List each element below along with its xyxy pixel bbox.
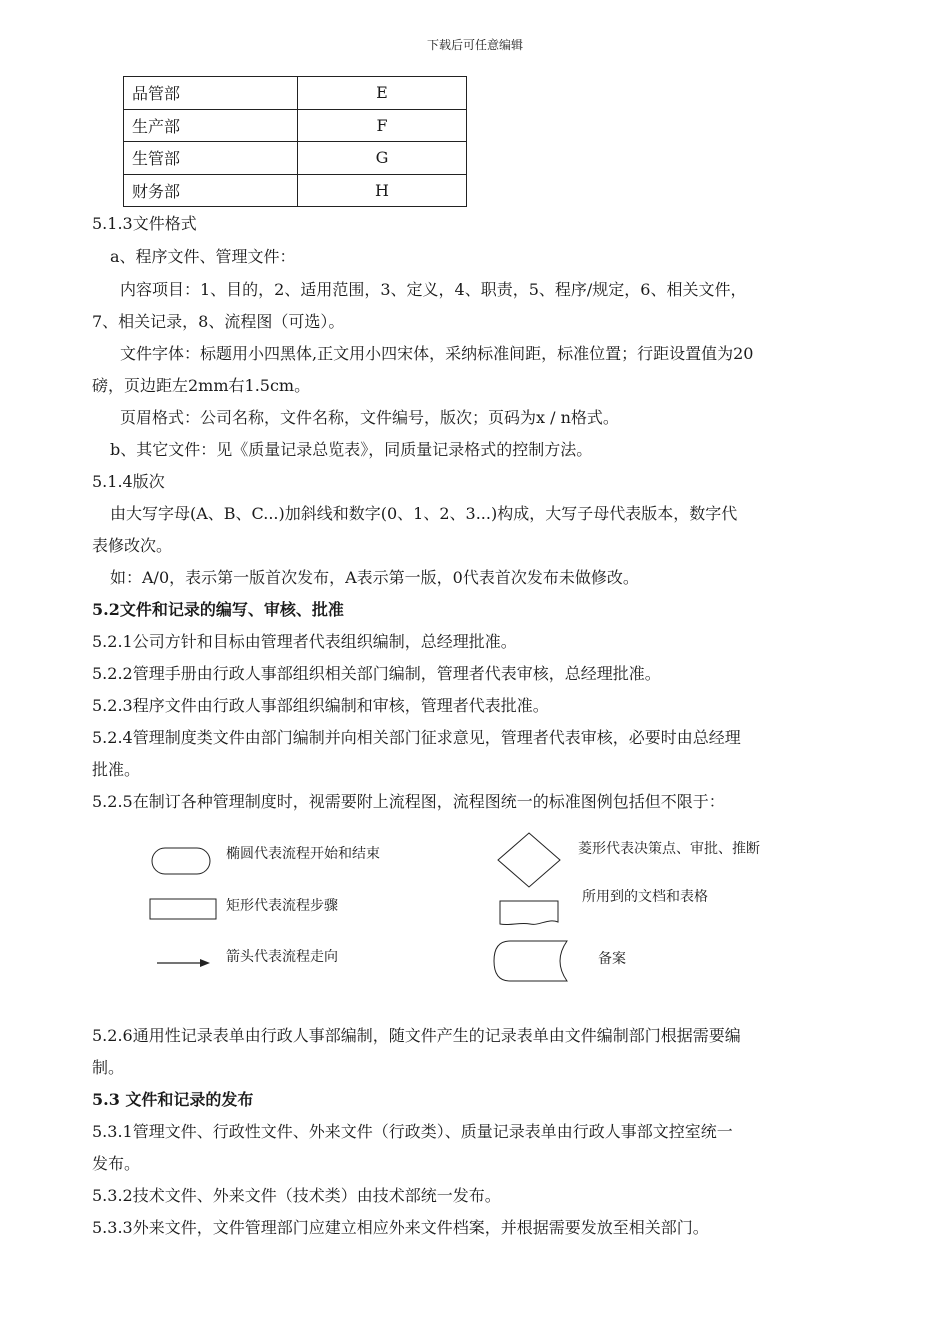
legend-arrow-label: 箭头代表流程走向 <box>226 949 338 965</box>
paragraph-5-2-4: 5.2.4管理制度类文件由部门编制并向相关部门征求意见，管理者代表审核，必要时由总经理 <box>92 728 741 747</box>
department-name: 生产部 <box>124 109 298 142</box>
paragraph-5-3-2: 5.3.2技术文件、外来文件（技术类）由技术部统一发布。 <box>92 1186 501 1205</box>
legend-rect-label: 矩形代表流程步骤 <box>226 898 338 914</box>
department-name: 品管部 <box>124 77 298 110</box>
section-heading-5-2: 5.2文件和记录的编写、审核、批准 <box>92 600 344 619</box>
paragraph-5-3-1: 5.3.1管理文件、行政性文件、外来文件（行政类）、质量记录表单由行政人事部文控室统一 <box>92 1122 733 1141</box>
legend-document-label: 所用到的文档和表格 <box>582 889 708 905</box>
paragraph-5-2-5: 5.2.5在制订各种管理制度时，视需要附上流程图，流程图统一的标准图例包括但不限于： <box>92 792 725 811</box>
storage-shape-icon <box>494 941 567 981</box>
paragraph-version-example: 如：A/0，表示第一版首次发布，A表示第一版，0代表首次发布未做修改。 <box>110 568 639 587</box>
paragraph-font-spec-cont: 磅，页边距左2mm右1.5cm。 <box>92 376 311 395</box>
paragraph-5-3-1-cont: 发布。 <box>92 1154 141 1173</box>
section-heading-5-1-3: 5.1.3文件格式 <box>92 214 197 233</box>
paragraph-5-3-3: 5.3.3外来文件，文件管理部门应建立相应外来文件档案，并根据需要发放至相关部门。 <box>92 1218 709 1237</box>
section-heading-5-3: 5.3 文件和记录的发布 <box>92 1090 254 1109</box>
paragraph-version-rule: 由大写字母(A、B、C...)加斜线和数字(0、1、2、3...)构成，大写子母代表版本，数字代 <box>110 504 738 523</box>
department-name: 财务部 <box>124 174 298 207</box>
paragraph-font-spec: 文件字体：标题用小四黑体,正文用小四宋体，采纳标准间距，标准位置；行距设置值为20 <box>120 344 754 363</box>
paragraph-b-line: b、其它文件：见《质量记录总览表》，同质量记录格式的控制方法。 <box>110 440 593 459</box>
paragraph-5-2-6-cont: 制。 <box>92 1058 125 1077</box>
legend-oval-label: 椭圆代表流程开始和结束 <box>226 846 380 862</box>
paragraph-5-2-1: 5.2.1公司方针和目标由管理者代表组织编制，总经理批准。 <box>92 632 517 651</box>
paragraph-5-2-4-cont: 批准。 <box>92 760 141 779</box>
department-code: F <box>298 109 467 142</box>
department-code: G <box>298 142 467 175</box>
legend-storage-label: 备案 <box>598 951 626 967</box>
paragraph-5-2-2: 5.2.2管理手册由行政人事部组织相关部门编制，管理者代表审核，总经理批准。 <box>92 664 661 683</box>
paragraph-a-line: a、程序文件、管理文件： <box>110 247 296 266</box>
legend-diamond-label: 菱形代表决策点、审批、推断 <box>578 841 760 857</box>
rectangle-shape-icon <box>150 899 216 919</box>
department-name: 生管部 <box>124 142 298 175</box>
document-shape-icon <box>500 901 558 925</box>
paragraph-version-rule-cont: 表修改次。 <box>92 536 173 555</box>
paragraph-header-format: 页眉格式：公司名称，文件名称，文件编号，版次；页码为x / n格式。 <box>120 408 619 427</box>
paragraph-content-items: 内容项目：1、目的，2、适用范围，3、定义，4、职责，5、程序/规定，6、相关文件， <box>120 280 747 299</box>
department-code: H <box>298 174 467 207</box>
paragraph-5-2-3: 5.2.3程序文件由行政人事部组织编制和审核，管理者代表批准。 <box>92 696 549 715</box>
paragraph-content-items-cont: 7、相关记录，8、流程图（可选）。 <box>92 312 345 331</box>
diamond-shape-icon <box>498 833 560 887</box>
page-header: 下载后可任意编辑 <box>426 38 523 52</box>
section-heading-5-1-4: 5.1.4版次 <box>92 472 165 491</box>
paragraph-5-2-6: 5.2.6通用性记录表单由行政人事部编制，随文件产生的记录表单由文件编制部门根据需要编 <box>92 1026 741 1045</box>
department-code: E <box>298 77 467 110</box>
oval-shape-icon <box>152 848 210 874</box>
arrow-head-icon <box>200 959 210 967</box>
